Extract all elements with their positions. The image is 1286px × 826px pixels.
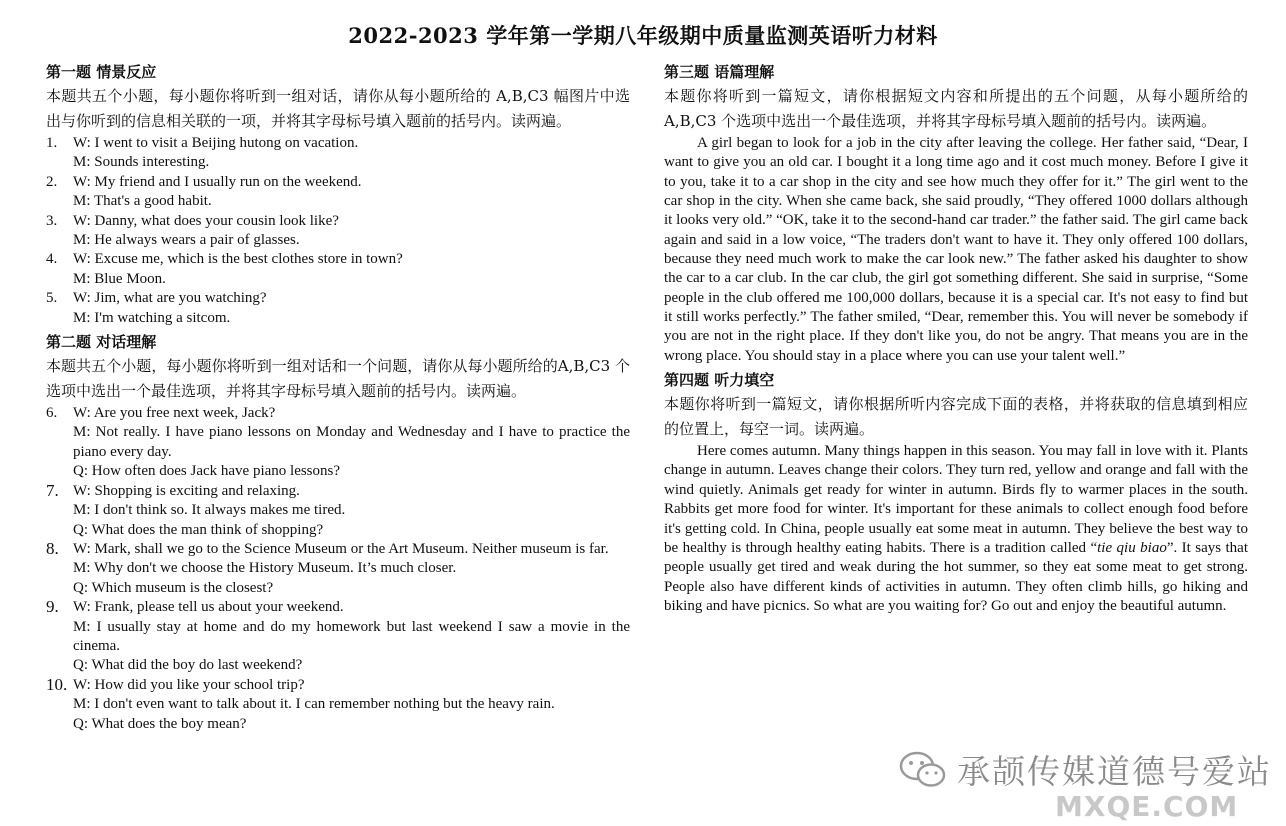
dialogue-item xyxy=(46,482,630,540)
item-number: 6. xyxy=(46,405,58,422)
dialogue-item xyxy=(46,134,630,173)
item-number: 10. xyxy=(46,674,68,694)
item-number: 5. xyxy=(46,290,58,307)
section3-instruction: 本题你将听到一篇短文，请你根据短文内容和所提出的五个问题，从每小题所给的 A,B,C3 个选项中选出一个最佳选项，并将其字母标号填入题前的括号内。读两遍。 xyxy=(664,87,1248,130)
section2-heading: 第二题 对话理解 xyxy=(46,333,157,352)
dialogue-line: M: I don't even want to talk about it. I can remember nothing but the heavy rain. xyxy=(73,696,555,713)
section4-passage xyxy=(664,442,1248,616)
dialogue-line: Q: What does the man think of shopping? xyxy=(73,521,324,538)
dialogue-item xyxy=(46,212,630,251)
dialogue-line: W: Excuse me, which is the best clothes store in town? xyxy=(73,251,403,268)
dialogue-line: W: How did you like your school trip? xyxy=(73,676,305,693)
section4-instruction: 本题你将听到一篇短文，请你根据所听内容完成下面的表格，并将获取的信息填到相应的位置上，每空一词。读两遍。 xyxy=(664,395,1248,439)
dialogue-line: Q: Which museum is the closest? xyxy=(73,579,274,596)
passage-text-before: Here comes autumn. Many things happen in this season. You may fall in love with it. Plants change in autumn. Leaves change their colors. They turn red, yellow and orange and fall with the wind quietly. Animals get ready for winter in autumn. Birds fly to warmer places in the south. Rabbits get more food for winter. It's important for these animals to collect enough food before it's getting cold. In China, people usually eat some meat in autumn. They believe the best way to be healthy is through healthy eating habits. There is a tradition called “ xyxy=(664,443,1248,556)
dialogue-line: M: Sounds interesting. xyxy=(73,154,210,171)
section1-instruction: 本题共五个小题，每小题你将听到一组对话，请你从每小题所给的 A,B,C3 幅图片中选出与你听到的信息相关联的一项，并将其字母标号填入题前的括号内。读两遍。 xyxy=(46,87,630,130)
page-title: 2022-2023 学年第一学期八年级期中质量监测英语听力材料 xyxy=(348,23,938,48)
dialogue-line: M: Why don't we choose the History Museum. It’s much closer. xyxy=(73,560,457,577)
watermark-site: MXQE.COM xyxy=(1055,790,1239,823)
dialogue-line: W: Shopping is exciting and relaxing. xyxy=(73,482,300,499)
dialogue-line: M: He always wears a pair of glasses. xyxy=(73,232,300,249)
item-number: 7. xyxy=(46,480,59,500)
dialogue-line: W: Mark, shall we go to the Science Museum or the Art Museum. Neither museum is far. xyxy=(73,540,609,557)
section2-instruction: 本题共五个小题，每小题你将听到一组对话和一个问题，请你从每小题所给的A,B,C3 个选项中选出一个最佳选项，并将其字母标号填入题前的括号内。读两遍。 xyxy=(46,357,630,401)
dialogue-line: W: My friend and I usually run on the weekend. xyxy=(73,173,362,190)
dialogue-line: M: I usually stay at home and do my homework but last weekend I saw a movie in the cinema. xyxy=(73,618,630,654)
right-column xyxy=(664,60,1248,616)
dialogue-line: M: Blue Moon. xyxy=(73,270,166,287)
dialogue-item xyxy=(46,404,630,482)
dialogue-line: Q: What does the boy mean? xyxy=(73,715,247,732)
passage-text-after: ”. It says that people usually get tired and weak during the hot summer, so they eat some meat to get strong. People also have different kinds of activities in autumn. They often climb hills, go hiking and biking and have picnics. So what are you waiting for? Go out and enjoy the beautiful autumn. xyxy=(664,539,1249,614)
dialogue-line: W: Jim, what are you watching? xyxy=(73,290,267,307)
dialogue-line: Q: How often does Jack have piano lessons? xyxy=(73,463,341,480)
section3-heading: 第三题 语篇理解 xyxy=(664,63,775,81)
dialogue-line: W: Frank, please tell us about your weekend. xyxy=(73,599,344,616)
dialogue-line: Q: What did the boy do last weekend? xyxy=(73,657,303,674)
item-number: 9. xyxy=(46,597,59,617)
dialogue-item xyxy=(46,289,630,328)
dialogue-item xyxy=(46,598,630,676)
dialogue-line: M: That's a good habit. xyxy=(73,193,212,210)
dialogue-item xyxy=(46,540,630,598)
dialogue-item xyxy=(46,676,630,734)
section2-dialogues xyxy=(46,404,630,734)
dialogue-line: W: Are you free next week, Jack? xyxy=(73,405,276,422)
dialogue-item xyxy=(46,250,630,289)
item-number: 2. xyxy=(46,173,58,190)
passage-term: tie qiu biao xyxy=(1097,539,1167,556)
dialogue-item xyxy=(46,173,630,212)
item-number: 1. xyxy=(46,135,58,151)
watermark xyxy=(895,742,1275,822)
wechat-icon xyxy=(897,750,949,790)
section1-dialogues xyxy=(46,134,630,328)
dialogue-line: M: I don't think so. It always makes me tired. xyxy=(73,502,346,519)
left-column xyxy=(46,60,630,734)
section1-heading: 第一题 情景反应 xyxy=(46,63,157,81)
item-number: 8. xyxy=(46,538,59,558)
item-number: 3. xyxy=(46,212,58,229)
watermark-text: 承颉传媒道德号爱站 xyxy=(957,752,1272,791)
dialogue-line: W: Danny, what does your cousin look like? xyxy=(73,212,339,229)
item-number: 4. xyxy=(46,251,58,268)
section3-passage: A girl began to look for a job in the city after leaving the college. Her father said, “Dear, I want to give you an old car. I bought it a long time ago and it cost much money. Before I give it to you, take it to a car shop in the city and see how much they offer for it.” The girl went to the car shop in the city. When she came back, she said proudly, “They offered 1000 dollars although it looks very old.” “OK, take it to the second-hand car trader.” the father said. The girl came back again and said in a low voice, “The traders don't want to have it. They only offered 100 dollars, because they need much work to make the car look new.” The father asked his daughter to show the car to a car club. In the car club, the girl got something different. She said in surprise, “Some people in the club offered me 100,000 dollars, because it is a special car. It's not easy to find but it still works perfectly.” The father smiled, “Dear, remember this. You will never be somebody if you are not in the right place. If they don't like you, do not be angry. That means you are in the wrong place. You should stay in a place where you can use your talent well.” xyxy=(664,135,1248,364)
section4-heading: 第四题 听力填空 xyxy=(664,371,775,390)
dialogue-line: M: I'm watching a sitcom. xyxy=(73,309,231,326)
dialogue-line: W: I went to visit a Beijing hutong on vacation. xyxy=(73,135,359,151)
dialogue-line: M: Not really. I have piano lessons on Monday and Wednesday and I have to practice the piano every day. xyxy=(73,424,630,460)
